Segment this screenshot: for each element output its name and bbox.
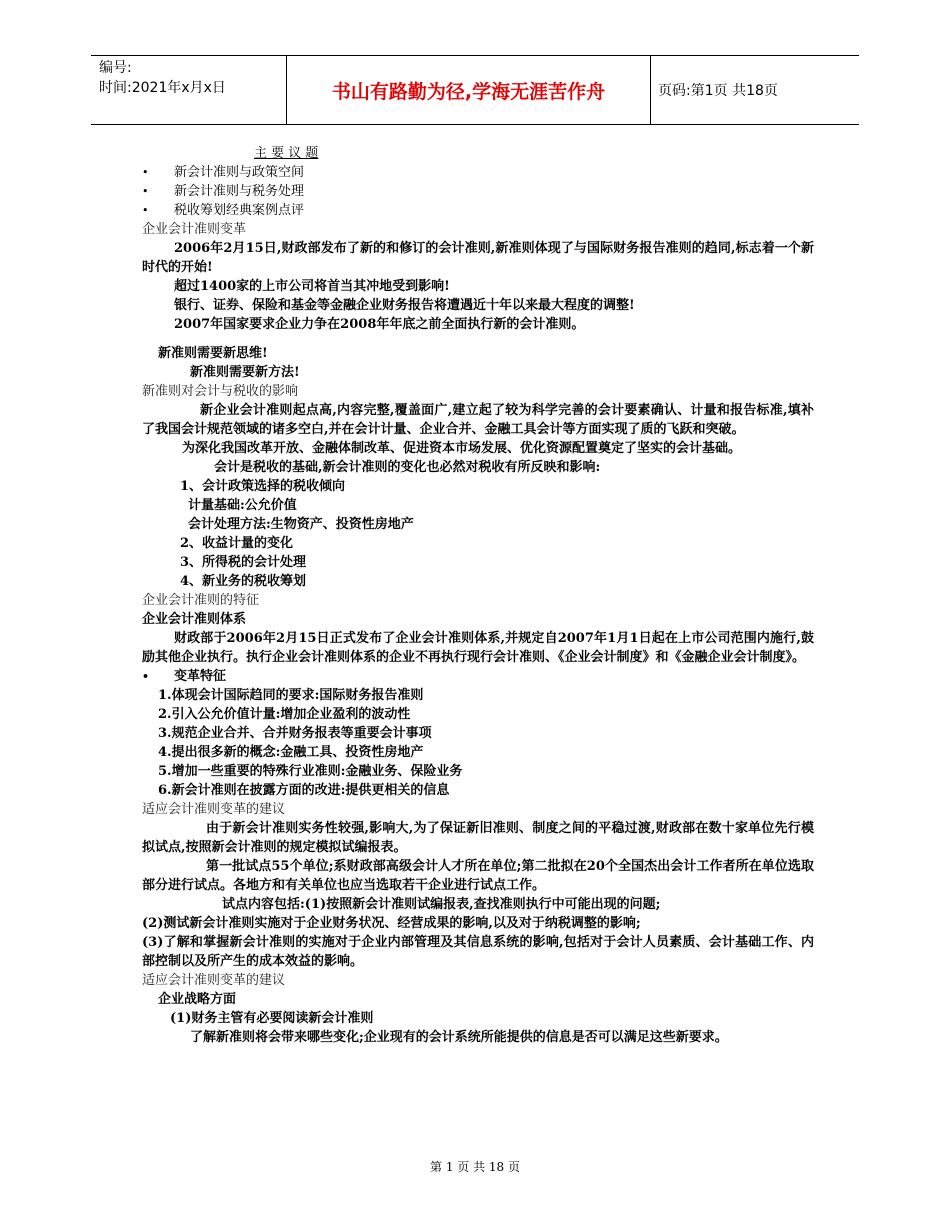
section-heading: 适应会计准则变革的建议 [142, 802, 286, 817]
list-item: • 新会计准则与税务处理 [142, 182, 814, 201]
list-item: (1)财务主管有必要阅读新会计准则 [170, 1011, 374, 1026]
section-subheading: 企业会计准则体系 [142, 612, 247, 627]
list-item: 4、新业务的税收筹划 [180, 574, 307, 589]
paragraph: 会计是税收的基础,新会计准则的变化也必然对税收有所反映和影响: [214, 460, 601, 475]
paragraph: 新准则需要新思维! [158, 346, 268, 361]
list-item: • 新会计准则与政策空间 [142, 163, 814, 182]
list-item: 2、收益计量的变化 [180, 536, 294, 551]
paragraph: 新企业会计准则起点高,内容完整,覆盖面广,建立起了较为科学完善的会计要素确认、计量和报告标准,填补了我国会计规范领域的诸多空白,并在会计计量、企业合并、金融工具会计等方面实现了质的飞跃和突破。 [142, 403, 814, 437]
page-info: 页码:第1页 共18页 [658, 83, 778, 99]
list-item: 2.引入公允价值计量:增加企业盈利的波动性 [158, 707, 411, 722]
paragraph: 财政部于2006年2月15日正式发布了企业会计准则体系,并规定自2007年1月1日起在上市公司范围内施行,鼓励其他企业执行。执行企业会计准则体系的企业不再执行现行会计准则、《企业会计制度》和《金融企业会计制度》。 [142, 631, 814, 665]
list-item: • 变革特征 [142, 667, 814, 686]
paragraph: (3)了解和掌握新会计准则的实施对于企业内部管理及其信息系统的影响,包括对于会计人员素质、会计基础工作、内部控制以及所产生的成本效益的影响。 [142, 935, 814, 969]
list-item: 3.规范企业合并、合并财务报表等重要会计事项 [158, 726, 432, 741]
paragraph: 由于新会计准则实务性较强,影响大,为了保证新旧准则、制度之间的平稳过渡,财政部在数十家单位先行模拟试点,按照新会计准则的规定模拟试编报表。 [142, 821, 814, 855]
section-heading: 适应会计准则变革的建议 [142, 973, 286, 988]
section-subheading: 企业战略方面 [158, 992, 237, 1007]
paragraph: (2)测试新会计准则实施对于企业财务状况、经营成果的影响,以及对于纳税调整的影响; [142, 916, 641, 931]
spacer [142, 334, 814, 344]
time-label: 时间:2021年x月x日 [99, 80, 226, 96]
section-heading: 企业会计准则的特征 [142, 593, 260, 608]
document-body [142, 144, 814, 1047]
paragraph: 银行、证券、保险和基金等金融企业财务报告将遭遇近十年以来最大程度的调整! [174, 298, 635, 313]
header-table [91, 55, 859, 125]
paragraph: 了解新准则将会带来哪些变化;企业现有的会计系统所能提供的信息是否可以满足这些新要求。 [190, 1030, 728, 1045]
paragraph: 试点内容包括:(1)按照新会计准则试编报表,查找准则执行中可能出现的问题; [222, 897, 661, 912]
list-item: 1.体现会计国际趋同的要求:国际财务报告准则 [158, 688, 424, 703]
list-item: 会计处理方法:生物资产、投资性房地产 [188, 517, 414, 532]
list-item: 1、会计政策选择的税收倾向 [180, 479, 346, 494]
section-heading: 新准则对会计与税收的影响 [142, 384, 299, 399]
paragraph: 2006年2月15日,财政部发布了新的和修订的会计准则,新准则体现了与国际财务报告准则的趋同,标志着一个新时代的开始! [142, 241, 814, 275]
list-item: 4.提出很多新的概念:金融工具、投资性房地产 [158, 745, 424, 760]
page-footer: 第 1 页 共 18 页 [430, 1160, 520, 1174]
number-label: 编号: [99, 60, 132, 76]
section-heading: 企业会计准则变革 [142, 222, 247, 237]
page-title: 主 要 议 题 [254, 146, 319, 161]
header-meta [91, 56, 287, 124]
paragraph: 新准则需要新方法! [190, 365, 300, 380]
paragraph: 2007年国家要求企业力争在2008年年底之前全面执行新的会计准则。 [174, 317, 585, 332]
list-item: • 税收筹划经典案例点评 [142, 201, 814, 220]
paragraph: 第一批试点55个单位;系财政部高级会计人才所在单位;第二批拟在20个全国杰出会计工作者所在单位选取部分进行试点。各地方和有关单位也应当选取若干企业进行试点工作。 [142, 859, 814, 893]
motto: 书山有路勤为径,学海无涯苦作舟 [287, 56, 651, 124]
list-item: 6.新会计准则在披露方面的改进:提供更相关的信息 [158, 783, 450, 798]
list-item: 5.增加一些重要的特殊行业准则:金融业务、保险业务 [158, 764, 463, 779]
paragraph: 为深化我国改革开放、金融体制改革、促进资本市场发展、优化资源配置奠定了坚实的会计基础。 [182, 441, 742, 456]
paragraph: 超过1400家的上市公司将首当其冲地受到影响! [174, 279, 450, 294]
list-item: 3、所得税的会计处理 [180, 555, 307, 570]
list-item: 计量基础:公允价值 [188, 498, 297, 513]
